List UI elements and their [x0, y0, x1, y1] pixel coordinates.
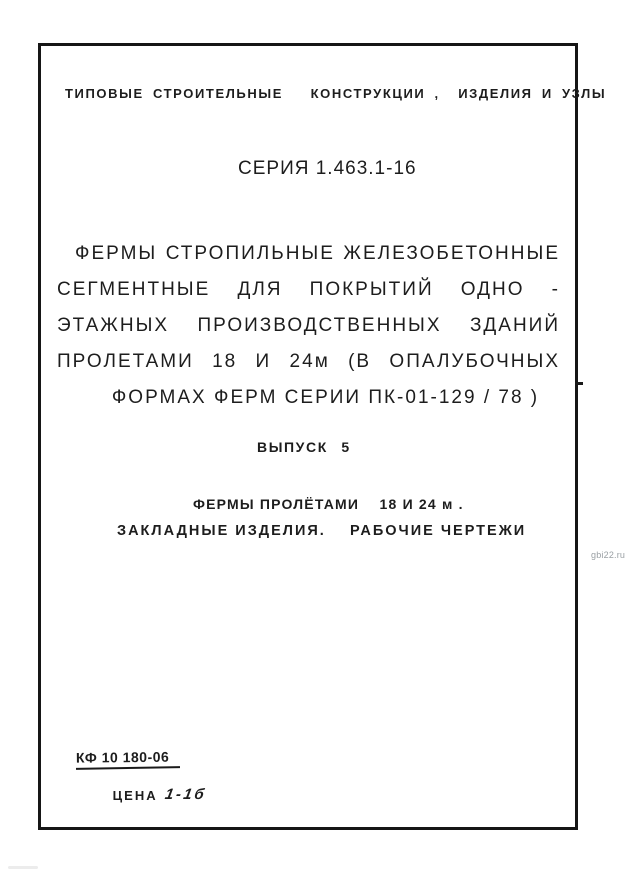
issue-number: ВЫПУСК 5 — [257, 439, 351, 455]
price-value-handwritten: 1-1б — [163, 786, 208, 803]
title-line-2: СЕГМЕНТНЫЕ ДЛЯ ПОКРЫТИЙ ОДНО - — [57, 279, 560, 300]
document-category-header: ТИПОВЫЕ СТРОИТЕЛЬНЫЕ КОНСТРУКЦИИ , ИЗДЕЛИЯ И УЗЛЫ — [65, 86, 607, 101]
scan-smudge — [8, 866, 38, 869]
title-line-3: ЭТАЖНЫХ ПРОИЗВОДСТВЕННЫХ ЗДАНИЙ — [57, 315, 560, 336]
scan-border-tick — [575, 382, 583, 385]
catalog-stamp — [76, 749, 206, 819]
title-line-5: ФОРМАХ ФЕРМ СЕРИИ ПК-01-129 / 78 ) — [111, 387, 540, 408]
watermark-text: gbi22.ru — [591, 550, 625, 560]
stamp-underline — [76, 766, 180, 770]
document-title — [57, 236, 560, 416]
title-line-1: ФЕРМЫ СТРОПИЛЬНЫЕ ЖЕЛЕЗОБЕТОННЫЕ — [75, 243, 560, 264]
price-label: ЦЕНА — [112, 788, 158, 803]
subtitle-trusses-spans: ФЕРМЫ ПРОЛЁТАМИ 18 И 24 м . — [193, 496, 464, 512]
subtitle-embedded-items: ЗАКЛАДНЫЕ ИЗДЕЛИЯ. РАБОЧИЕ ЧЕРТЕЖИ — [117, 523, 527, 539]
catalog-code: КФ 10 180-06 — [75, 748, 170, 766]
title-line-4: ПРОЛЕТАМИ 18 И 24м (В ОПАЛУБОЧНЫХ — [57, 351, 560, 372]
price-line — [79, 772, 206, 819]
series-number: СЕРИЯ 1.463.1-16 — [238, 158, 417, 179]
